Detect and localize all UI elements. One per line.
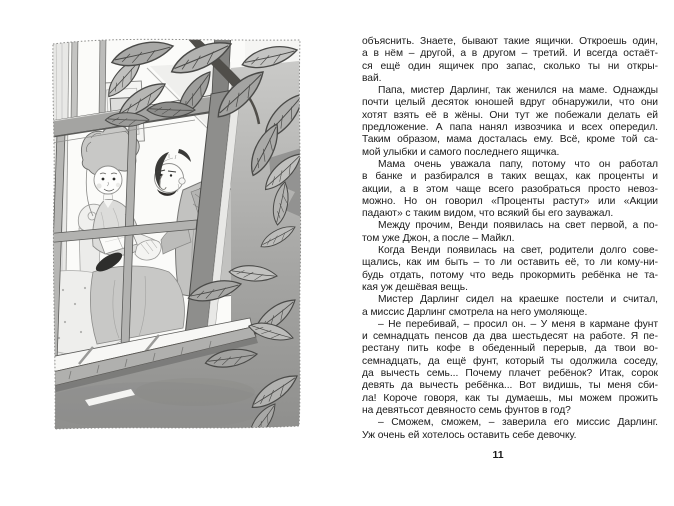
text-line: – Сможем, сможем, – заверила его миссис Дарлинг.	[378, 417, 658, 429]
text-line: и семнадцать пенсов да два шестьдесят на работе. Я пе-	[362, 331, 658, 343]
text-line: почти целый десяток юношей вдруг обнаружили, что они	[362, 97, 658, 109]
window-illustration	[45, 32, 308, 435]
paragraph	[362, 85, 658, 159]
text-line: можно. Но он говорил «Проценты растут» или «Акции	[362, 195, 658, 207]
text-line: Папа, мистер Дарлинг, так женился на маме. Однажды	[378, 85, 658, 97]
text-line: хотят взять её в жёны. Они тут же побежали делать ей	[362, 109, 658, 121]
text-line: Уж очень ей хотелось оставить себе девочку.	[362, 429, 577, 441]
text-line: будь отдать, потому что ведь прокормить ребёнка не та-	[362, 269, 658, 281]
text-line: кая уж дешёвая вещь.	[362, 281, 468, 293]
paragraph	[362, 417, 658, 442]
text-line: ся ещё один ящичек про запас, сколько ты ни откры-	[362, 60, 658, 72]
text-line: на девятьсот девяносто семь фунтов в год?	[362, 404, 571, 416]
text-line: щались, как им быть – то ли оставить её, то ли кому-ни-	[362, 257, 658, 269]
paragraph	[362, 245, 658, 294]
text-line: мой улыбки и самого последнего ящичка.	[362, 146, 560, 158]
text-line: а в нём – другой, а в другом – третий. И всегда остаёт-	[362, 48, 658, 60]
paragraph	[362, 159, 658, 220]
text-line: объяснить. Знаете, бывают такие ящички. Откроешь один,	[362, 36, 658, 47]
text-line: акции, а в этом чаще всего разобраться просто невоз-	[362, 183, 658, 195]
paragraph	[362, 294, 658, 319]
text-column	[362, 36, 658, 442]
text-line: ла! Короче говоря, как ты думаешь, мы можем прожить	[362, 392, 658, 404]
text-line: рестану пить кофе в обеденный перерыв, да твои во-	[362, 343, 658, 355]
text-line: вай.	[362, 72, 382, 84]
paragraph	[362, 319, 658, 417]
paragraph	[362, 220, 658, 245]
text-line: девять да вычесть ребёнка... Вот видишь, ты меня сби-	[362, 380, 658, 392]
text-line: Таким образом, мама досталась ему. Всё, кроме той са-	[362, 134, 658, 146]
book-illustration	[45, 32, 308, 435]
text-line: а миссис Дарлинг смотрела на него умоляюще.	[362, 306, 588, 318]
text-line: в банке и разбирался в таких вещах, как проценты и	[362, 171, 658, 183]
text-line: семнадцать, да ещё фунт, который ты одолжила соседу,	[362, 355, 658, 367]
text-line: Между прочим, Венди появилась на свет первой, а по-	[378, 220, 658, 232]
text-line: Когда Венди появилась на свет, родители долго сове-	[378, 245, 658, 257]
text-line: падают» с таким видом, что всякий бы его зауважал.	[362, 208, 614, 220]
text-line: предложение. А папа нанял извозчика и всех опередил.	[362, 122, 658, 134]
text-line: том уже Джон, а после – Майкл.	[362, 232, 515, 244]
paragraph	[362, 36, 658, 85]
text-line: – Не перебивай, – просил он. – У меня в кармане фунт	[378, 318, 658, 330]
text-line: Мама очень уважала папу, потому что он работал	[378, 158, 658, 170]
text-line: да вычесть семь... Почему плачет ребёнок? Итак, сорок	[362, 368, 658, 380]
text-line: Мистер Дарлинг сидел на краешке постели и считал,	[378, 294, 658, 306]
page-number: 11	[492, 449, 504, 461]
